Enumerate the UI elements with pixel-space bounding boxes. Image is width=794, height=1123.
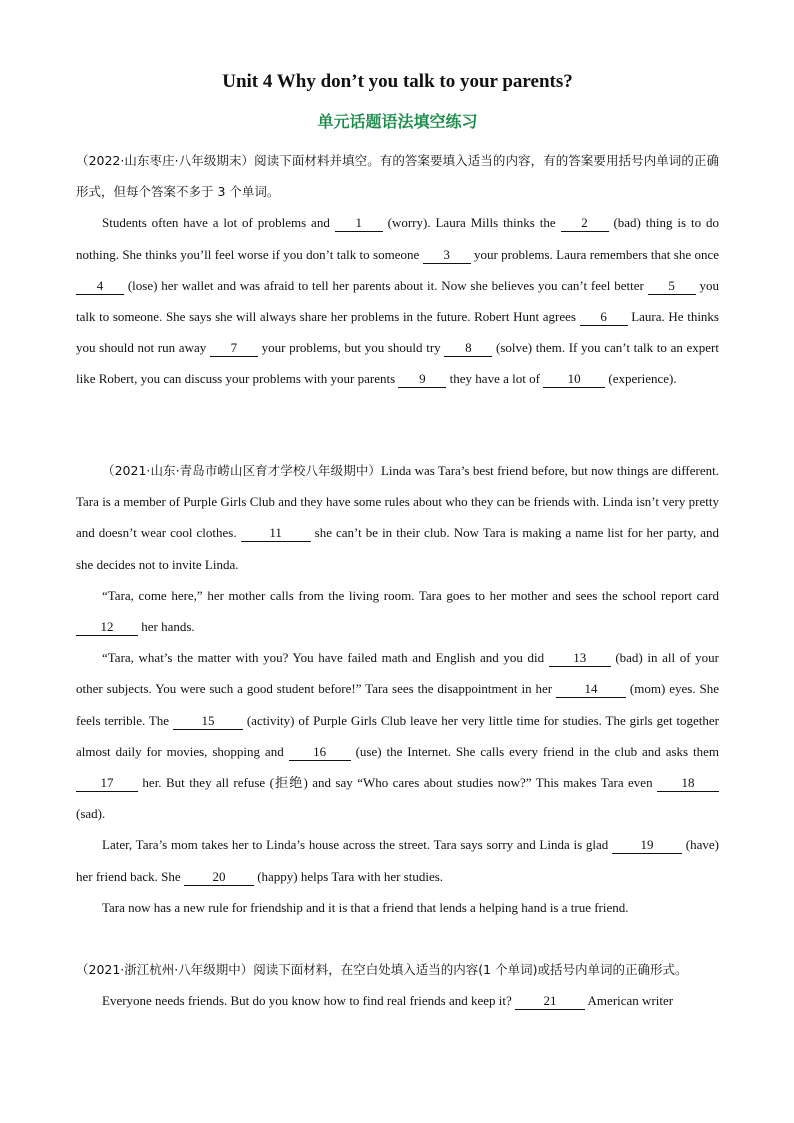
blank-4[interactable]: 4 <box>76 278 124 295</box>
section-3-instructions: （2021·浙江杭州·八年级期中）阅读下面材料，在空白处填入适当的内容(1 个单词)或括号内单词的正确形式。 <box>76 962 688 977</box>
blank-17[interactable]: 17 <box>76 775 138 792</box>
blank-20[interactable]: 20 <box>184 869 254 886</box>
blank-9[interactable]: 9 <box>398 371 446 388</box>
section-1-instructions: （2022·山东枣庄·八年级期末）阅读下面材料并填空。有的答案要填入适当的内容，有的答案要用括号内单词的正确形式，但每个答案不多于 3 个单词。 <box>76 153 719 200</box>
blank-11[interactable]: 11 <box>241 525 311 542</box>
blank-2[interactable]: 2 <box>561 215 609 232</box>
blank-8[interactable]: 8 <box>444 340 492 357</box>
blank-13[interactable]: 13 <box>549 650 611 667</box>
passage-3: Everyone needs friends. But do you know how to find real friends and keep it? 21 American writer <box>102 993 674 1009</box>
passage-2-paragraph-5: Tara now has a new rule for friendship and it is that a friend that lends a helping hand is a true friend. <box>102 899 629 915</box>
blank-14[interactable]: 14 <box>556 681 626 698</box>
passage-1: Students often have a lot of problems and 1 (worry). Laura Mills thinks the 2 (bad) thing is to do nothing. She thinks you’ll feel worse if you don’t talk to someone 3 your problems. Laura remembers that she once 4 (lose) her wallet and was afraid to tell her parents about it. Now she believes you can’t feel better 5 you talk to someone. She says she will always share her problems in the future. Robert Hunt agrees 6 Laura. He thinks you should not run away 7 your problems, but you should try 8 (solve) them. If you can’t talk to an expert like Robert, you can discuss your problems with your parents 9 they have a lot of 10 (experience). <box>76 215 719 387</box>
blank-10[interactable]: 10 <box>543 371 605 388</box>
blank-6[interactable]: 6 <box>580 309 628 326</box>
blank-19[interactable]: 19 <box>612 837 682 854</box>
passage-2-paragraph-3: “Tara, what’s the matter with you? You have failed math and English and you did 13 (bad) in all of your other subjects. You were such a good student before!” Tara sees the disappointment in her 14 (mom) eyes. She feels terrible. The 15 (activity) of Purple Girls Club leave her very little time for studies. The girls get together almost daily for movies, shopping and 16 (use) the Internet. She calls every friend in the club and asks them 17 her. But they all refuse (拒绝) and say “Who cares about studies now?” This makes Tara even 18 (sad). <box>76 650 720 822</box>
blank-12[interactable]: 12 <box>76 619 138 636</box>
blank-1[interactable]: 1 <box>335 215 383 232</box>
section-1 <box>76 145 719 395</box>
page-subtitle: 单元话题语法填空练习 <box>317 112 478 131</box>
passage-2-paragraph-2: “Tara, come here,” her mother calls from the living room. Tara goes to her mother and sees the school report card 12 her hands. <box>76 580 719 642</box>
page-title: Unit 4 Why don’t you talk to your parents? <box>222 71 573 92</box>
blank-7[interactable]: 7 <box>210 340 258 357</box>
blank-21[interactable]: 21 <box>515 993 585 1010</box>
passage-2-paragraph-4: Later, Tara’s mom takes her to Linda’s house across the street. Tara says sorry and Linda is glad 19 (have) her friend back. She 20 (happy) helps Tara with her studies. <box>76 837 719 884</box>
section-3 <box>76 954 719 1016</box>
section-2-source: （2021·山东·青岛市崂山区育才学校八年级期中） <box>102 463 381 478</box>
blank-5[interactable]: 5 <box>648 278 696 295</box>
blank-15[interactable]: 15 <box>173 713 243 730</box>
section-2 <box>76 455 719 923</box>
blank-3[interactable]: 3 <box>423 247 471 264</box>
blank-18[interactable]: 18 <box>657 775 719 792</box>
blank-16[interactable]: 16 <box>289 744 351 761</box>
passage-2-paragraph-1: （2021·山东·青岛市崂山区育才学校八年级期中）Linda was Tara’s best friend before, but now things are different. Tara is a member of Purple Girls Club and they have some rules about who they can be friends with. Linda isn’t very pretty and doesn’t wear cool clothes. 11 she can’t be in their club. Now Tara is making a name list for her party, and she decides not to invite Linda. <box>76 463 719 572</box>
